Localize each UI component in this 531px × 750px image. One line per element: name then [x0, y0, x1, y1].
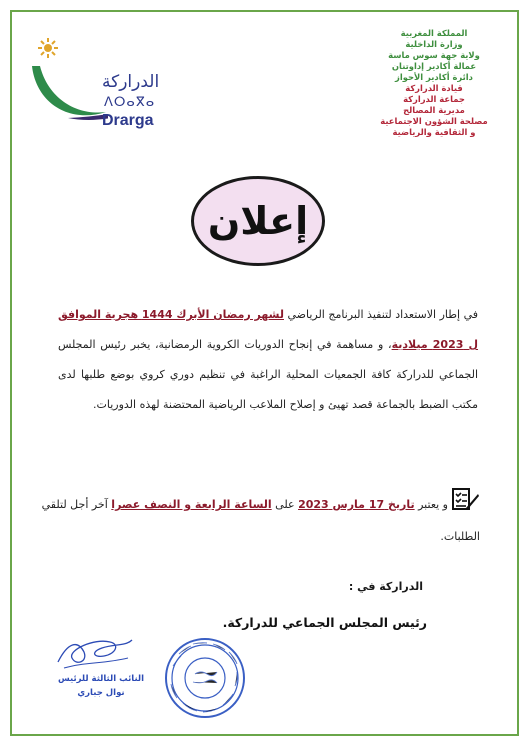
- official-stamp: [163, 636, 247, 720]
- administrative-header: [359, 28, 509, 138]
- logo-emblem-icon: [28, 32, 108, 122]
- checklist-pen-icon: [452, 488, 480, 522]
- announcement-title-oval: [191, 176, 325, 266]
- header-line: جماعة الدراركة: [403, 94, 465, 104]
- signer-block: [46, 672, 156, 700]
- header-line: دائرة أكادير الأحواز: [395, 72, 473, 82]
- body-text: آخر أجل لتلقي الطلبات.: [41, 498, 480, 543]
- deadline-paragraph: [40, 488, 480, 552]
- header-line: وزارة الداخلية: [405, 39, 463, 49]
- handwritten-signature: [54, 632, 134, 672]
- header-line: و الثقافية والرياضية: [392, 127, 476, 137]
- announcement-body: [58, 300, 478, 420]
- logo-tifinagh-name: ⴷⵔⴰⴳⴰ: [104, 95, 156, 110]
- header-line: ولاية جهة سوس ماسة: [388, 50, 480, 60]
- header-line: المملكة المغربية: [400, 28, 468, 38]
- announcement-title: إعلان: [207, 199, 309, 243]
- body-text: على: [271, 498, 299, 511]
- body-text: في إطار الاستعداد لتنفيذ البرنامج الرياضي: [283, 308, 478, 321]
- deadline-date-highlight: تاريخ 17 مارس 2023: [298, 498, 415, 511]
- logo-arabic-name: الدراركة: [102, 72, 160, 92]
- header-line: مديرية المصالح: [403, 105, 465, 115]
- body-text: ، و مساهمة في إنجاح الدوريات الكروية الرمضانية، يخبر رئيس المجلس الجماعي للدراركة كافة الجمعيات المحلية الراغبة في تنظيم دوري كروي بوضع طلبها لدى مكتب الضبط بالجماعة قصد تهيئ و إصلاح الملاعب الرياضية المحتضنة لهذه الدوريات.: [58, 338, 478, 411]
- signer-role: النائب الثالثة للرئيس: [57, 674, 145, 684]
- header-line: مصلحة الشؤون الاجتماعية: [380, 116, 488, 126]
- logo-latin-name: Drarga: [102, 112, 154, 129]
- body-text: و يعتبر: [414, 498, 448, 511]
- header-line: قيادة الدراركة: [405, 83, 463, 93]
- drarga-logo: [28, 32, 178, 129]
- deadline-time-highlight: الساعة الرابعة و النصف عصرا: [111, 498, 272, 511]
- header-line: عمالة أكادير إداوتنان: [391, 61, 477, 71]
- signatory-title: رئيس المجلس الجماعي للدراركة.: [222, 615, 427, 630]
- signer-name: نوال جباري: [77, 688, 125, 698]
- ramadan-date-highlight: لشهر رمضان الأبرك 1444 هجرية الموافق ل 2023 ميلادية: [57, 308, 479, 351]
- place-date-line: الدراركة في :: [348, 580, 423, 593]
